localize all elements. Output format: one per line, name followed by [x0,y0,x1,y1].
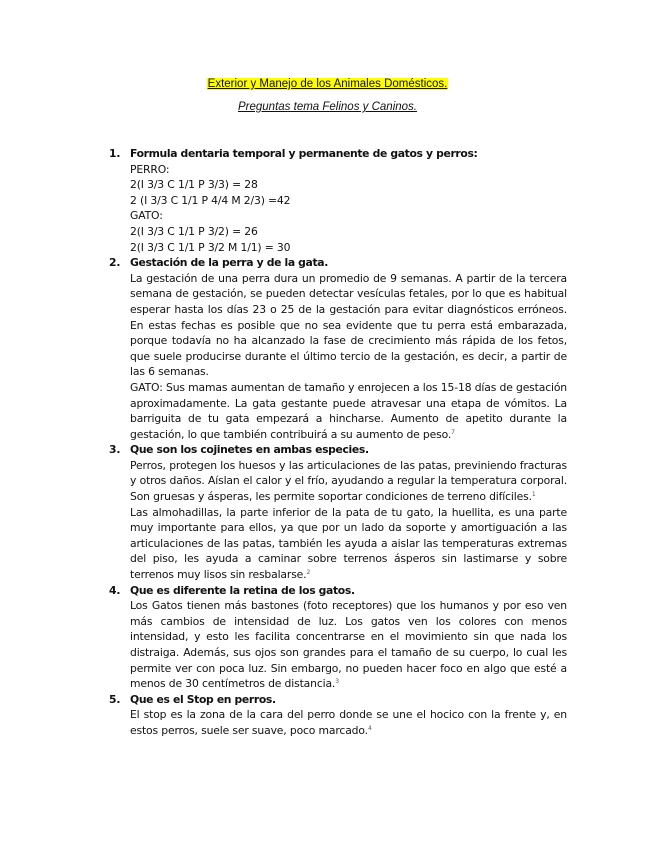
stop-paragraph: El stop es la zona de la cara del perro donde se une el hocico con la frente y, en estos perros, suele ser suave, poco marcado.$^4$ [130,708,567,737]
perros-cojinetes-paragraph: Perros, protegen los huesos y las articulaciones de las patas, previniendo fracturas y otros daños. Aíslan el calor y el frío, ayudando a regular la temperatura corporal. Son gruesas y ásperas, les permite soportar condiciones de terreno difíciles.$^1$ [130,458,567,504]
question-item-2 [109,255,567,442]
gato-permanente-formula: 2(I 3/3 C 1/1 P 3/2 M 1/1) = 30 [130,240,291,254]
perro-permanente-formula: 2 (I 3/3 C 1/1 P 4/4 M 2/3) =42 [130,193,291,207]
question-heading: Gestación de la perra y de la gata. [130,256,328,270]
question-item-3 [109,442,567,582]
document-subtitle: Preguntas tema Felinos y Caninos. [238,101,417,113]
footnote-ref: 4 [367,724,372,732]
gata-paragraph: GATO: Sus mamas aumentan de tamaño y enrojecen a los 15-18 días de gestación aproximadamente. La gata gestante puede atravesar una etapa de vómitos. La barriguita de tu gata empezará a hincharse. Aumento de apetito durante la gestación, lo que también contribuirá a su aumento de peso.$^7$ [130,380,567,441]
perro-temporal-formula: 2(I 3/3 C 1/1 P 3/3) = 28 [130,178,258,192]
question-number: 3. [109,443,121,457]
question-number: 1. [109,147,121,160]
gato-temporal-formula: 2(I 3/3 C 1/1 P 3/2) = 26 [130,224,258,238]
gatos-almohadillas-paragraph: Las almohadillas, la parte inferior de la pata de tu gato, la huellita, es una parte muy importante para ellos, ya que por un lado da soporte y amortiguación a las articulaciones de las patas, también les ayuda a aislar las temperaturas extremas del piso, les ayuda a caminar sobre terrenos ásperos sin lastimarse y sobre terrenos muy lisos sin resbalarse.$^2$ [130,505,567,582]
gato-label: GATO: [130,209,163,223]
question-number: 5. [109,692,121,706]
question-number: 2. [109,256,121,270]
document-title: Exterior y Manejo de los Animales Domésticos. [207,78,448,90]
question-heading: Que son los cojinetes en ambas especies. [130,443,369,457]
question-heading: Que es diferente la retina de los gatos. [130,583,355,597]
question-number: 4. [109,583,121,597]
footnote-ref: 2 [306,569,311,577]
question-list [109,146,567,739]
perro-label: PERRO: [130,162,170,176]
question-item-5 [109,692,567,739]
question-heading: Que es el Stop en perros. [130,692,276,706]
footnote-ref: 3 [335,678,339,686]
retina-paragraph: Los Gatos tienen más bastones (foto receptores) que los humanos y por eso ven más cambios de intensidad de luz. Los gatos ven los colores con menos intensidad, y esto les facilita concentrarse en el movimiento sin que nada los distraiga. Además, sus ojos son grandes para el tamaño de su cuerpo, lo cual les permite ver con poca luz. Sin embargo, no pueden hacer foco en algo que esté a menos de 30 centímetros de distancia.$^3$ [130,599,567,691]
question-item-4 [109,583,567,692]
question-heading: Formula dentaria temporal y permanente de gatos y perros: [130,147,478,160]
perra-paragraph: La gestación de una perra dura un promedio de 9 semanas. A partir de la tercera semana de gestación, se pueden detectar vesículas fetales, por lo que es habitual esperar hasta los días 23 o 25 de la gestación para evitar diagnósticos erróneos. En estas fechas es posible que no sea evidente que tu perra está embarazada, porque todavía no ha alcanzado la fase de crecimiento más rápida de los fetos, que suele producirse durante el último tercio de la gestación, es decir, a partir de las 6 semanas. [130,271,567,379]
footnote-ref: 1 [531,491,536,499]
question-item-1 [109,146,567,255]
footnote-ref: 7 [451,428,455,436]
